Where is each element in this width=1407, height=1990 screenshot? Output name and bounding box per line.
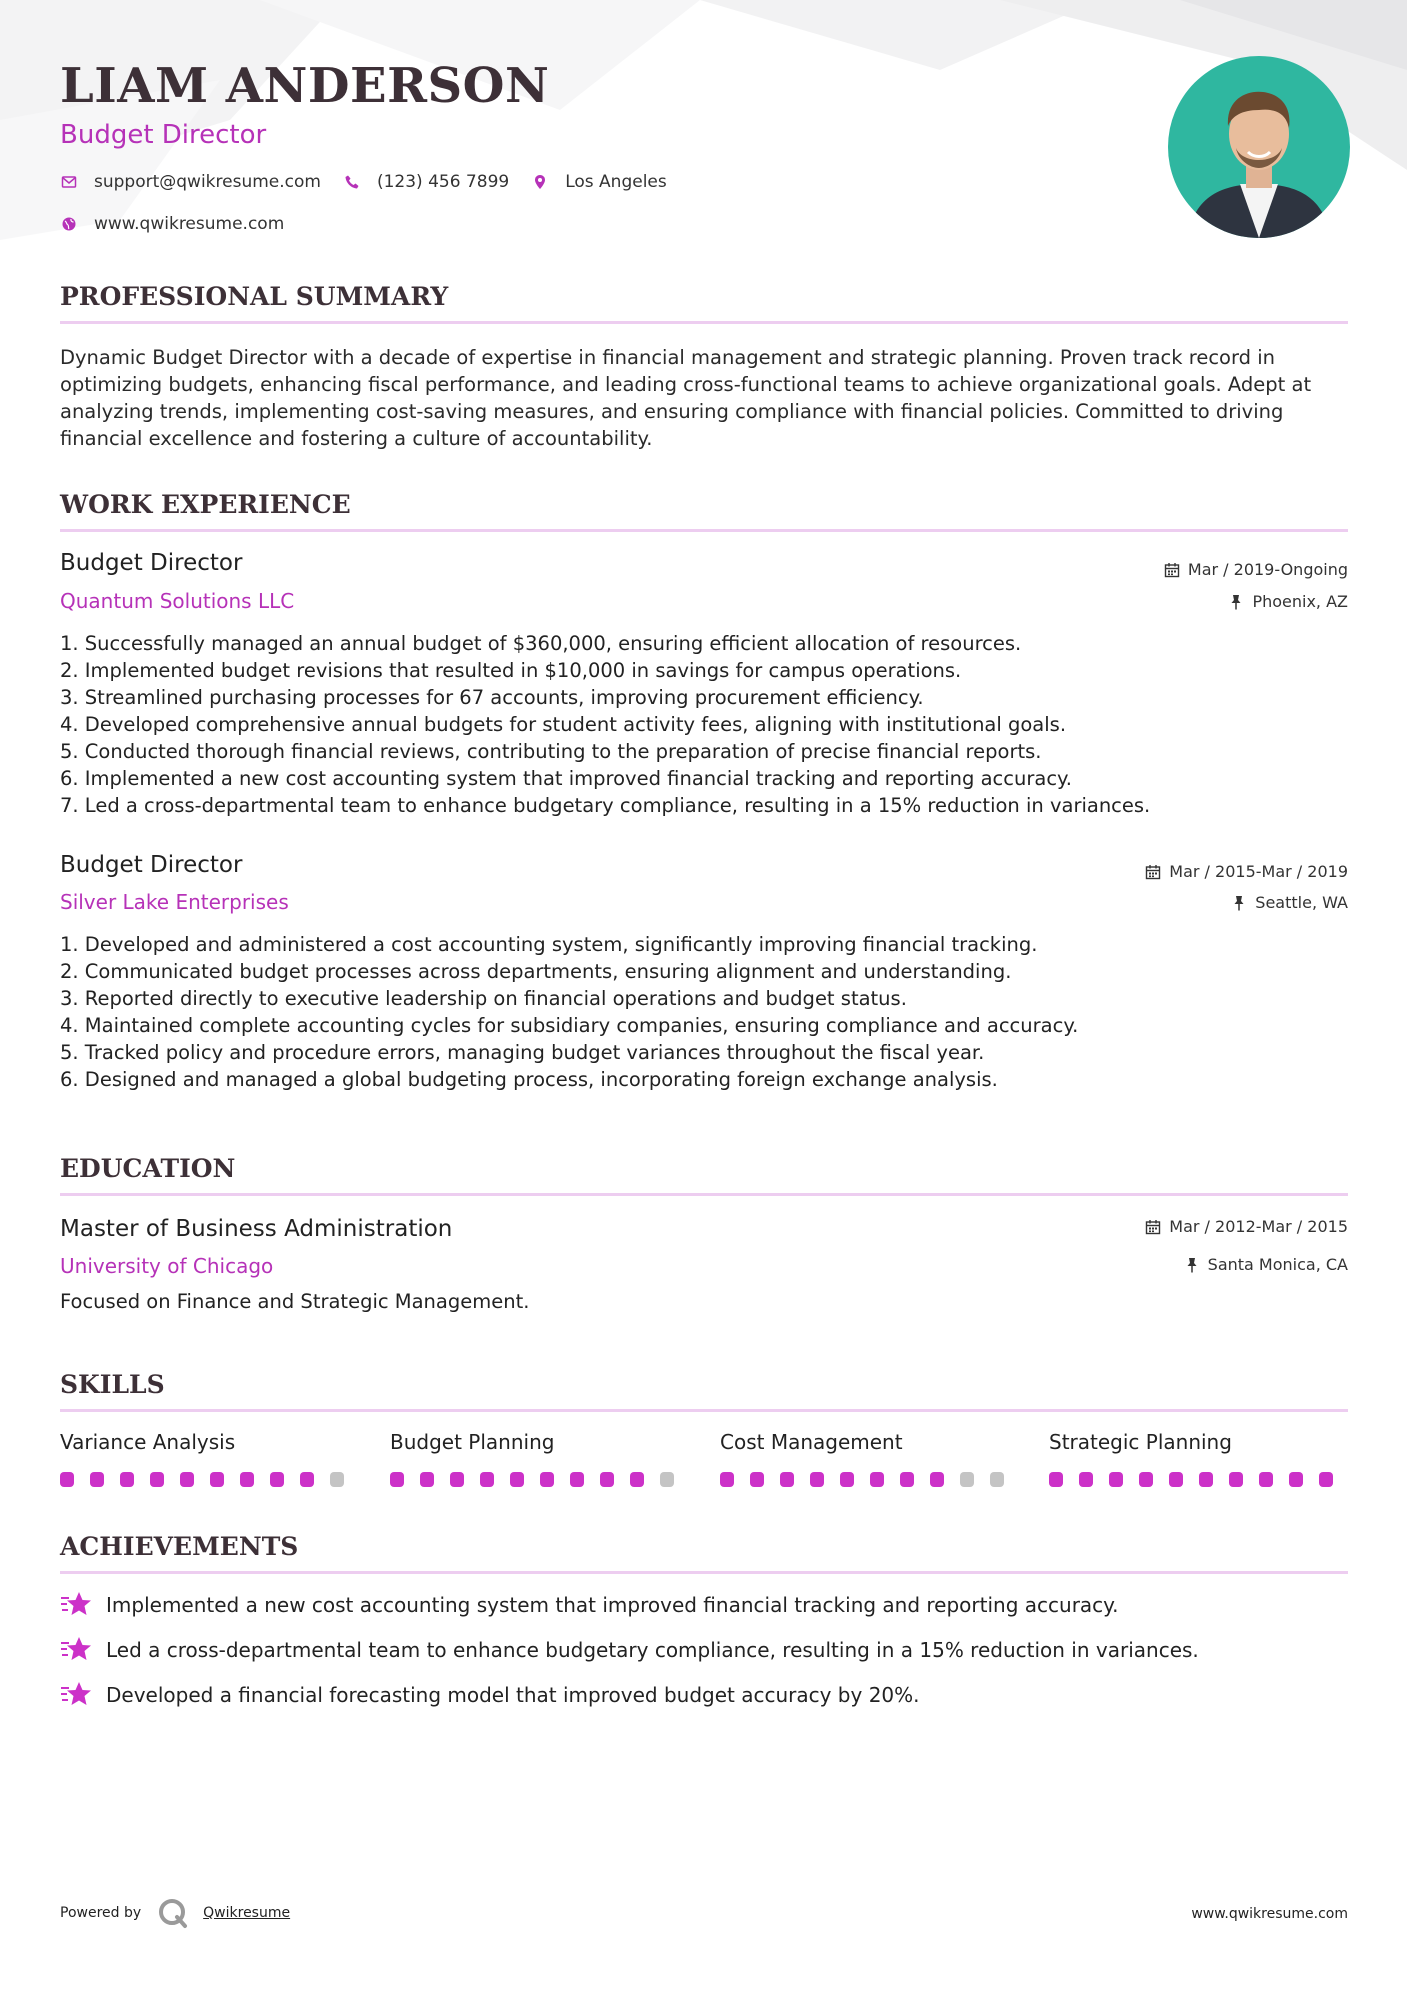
skill-label: Budget Planning	[390, 1430, 555, 1454]
skill-dot-filled	[1139, 1472, 1153, 1487]
job-dates	[1145, 862, 1348, 881]
education-location-text: Santa Monica, CA	[1207, 1255, 1348, 1274]
job-bullet: 4. Maintained complete accounting cycles for subsidiary companies, ensuring compliance and accuracy.	[60, 1014, 1079, 1037]
skill-dot-filled	[870, 1472, 884, 1487]
job-bullet: 6. Implemented a new cost accounting system that improved financial tracking and reporting accuracy.	[60, 767, 1073, 790]
job-bullets	[60, 630, 1348, 819]
footer-website[interactable]: www.qwikresume.com	[1191, 1906, 1348, 1922]
job-dates	[1164, 560, 1348, 579]
skill-dot-empty	[960, 1472, 974, 1487]
achievements-heading: ACHIEVEMENTS	[60, 1532, 1348, 1574]
globe-icon	[60, 215, 78, 233]
skill-dot-filled	[450, 1472, 464, 1487]
job-location-text: Seattle, WA	[1255, 893, 1348, 912]
job-bullet: 3. Streamlined purchasing processes for 67 accounts, improving procurement efficiency.	[60, 686, 924, 709]
job-bullet: 3. Reported directly to executive leadership on financial operations and budget status.	[60, 987, 907, 1010]
job-bullet: 5. Conducted thorough financial reviews, contributing to the preparation of precise financial reports.	[60, 740, 1042, 763]
education-degree: Master of Business Administration	[60, 1216, 453, 1242]
skills-heading: SKILLS	[60, 1370, 1348, 1412]
skill-dot-filled	[420, 1472, 434, 1487]
powered-by-text: Powered by	[60, 1905, 142, 1921]
skill-dot-filled	[1289, 1472, 1303, 1487]
skill-dot-filled	[1319, 1472, 1333, 1487]
job-title: Budget Director	[60, 852, 243, 878]
job-bullet: 1. Successfully managed an annual budget of $360,000, ensuring efficient allocation of resources.	[60, 632, 1022, 655]
skill-dot-filled	[1109, 1472, 1123, 1487]
location-text: Los Angeles	[565, 172, 667, 192]
skill-dot-filled	[1169, 1472, 1183, 1487]
skill-dot-filled	[540, 1472, 554, 1487]
skill-rating	[60, 1472, 360, 1487]
star-icon	[60, 1590, 92, 1620]
skill-dot-filled	[1199, 1472, 1213, 1487]
profile-photo	[1168, 56, 1350, 238]
skill-rating	[1049, 1472, 1349, 1487]
skill-item	[720, 1430, 1020, 1487]
job-bullets	[60, 931, 1348, 1093]
job-bullet: 4. Developed comprehensive annual budgets for student activity fees, aligning with institutional goals.	[60, 713, 1067, 736]
skill-item	[60, 1430, 360, 1487]
achievement-text: Developed a financial forecasting model that improved budget accuracy by 20%.	[106, 1683, 920, 1707]
contact-website[interactable]	[60, 214, 284, 234]
envelope-icon	[60, 173, 78, 191]
skill-label: Strategic Planning	[1049, 1430, 1232, 1454]
job-location	[1231, 893, 1348, 912]
skill-dot-filled	[840, 1472, 854, 1487]
skill-dot-filled	[90, 1472, 104, 1487]
phone-icon	[343, 173, 361, 191]
resume-page	[60, 0, 1348, 1990]
calendar-icon	[1145, 864, 1161, 880]
skill-item	[390, 1430, 690, 1487]
phone-text: (123) 456 7899	[376, 172, 510, 192]
skill-dot-filled	[150, 1472, 164, 1487]
education-school: University of Chicago	[60, 1254, 274, 1278]
job-bullet: 1. Developed and administered a cost accounting system, significantly improving financial tracking.	[60, 933, 1038, 956]
skill-dot-filled	[630, 1472, 644, 1487]
achievement-text: Led a cross-departmental team to enhance budgetary compliance, resulting in a 15% reduction in variances.	[106, 1638, 1199, 1662]
candidate-name: LIAM ANDERSON	[60, 58, 550, 114]
job-bullet: 2. Communicated budget processes across departments, ensuring alignment and understanding.	[60, 960, 1012, 983]
star-icon	[60, 1635, 92, 1665]
skill-label: Cost Management	[720, 1430, 903, 1454]
contact-email[interactable]	[60, 172, 321, 192]
skill-dot-filled	[930, 1472, 944, 1487]
job-bullet: 6. Designed and managed a global budgeting process, incorporating foreign exchange analysis.	[60, 1068, 998, 1091]
job-bullet: 7. Led a cross-departmental team to enhance budgetary compliance, resulting in a 15% reduction in variances.	[60, 794, 1151, 817]
achievement-text: Implemented a new cost accounting system that improved financial tracking and reporting accuracy.	[106, 1593, 1119, 1617]
skill-dot-filled	[570, 1472, 584, 1487]
summary-text: Dynamic Budget Director with a decade of expertise in financial management and strategic planning. Proven track record in optimizing budgets, enhancing fiscal performance, and leading cross-functional teams to achieve organizational goals. Adept at analyzing trends, implementing cost-saving measures, and ensuring compliance with financial policies. Committed to driving financial excellence and fostering a culture of accountability.	[60, 346, 1312, 450]
skill-dot-filled	[510, 1472, 524, 1487]
skill-dot-filled	[720, 1472, 734, 1487]
skill-dot-filled	[390, 1472, 404, 1487]
contact-row-website	[60, 214, 306, 234]
achievement-item	[60, 1590, 1119, 1620]
experience-heading: WORK EXPERIENCE	[60, 490, 1348, 532]
skill-dot-filled	[60, 1472, 74, 1487]
job-bullet: 5. Tracked policy and procedure errors, managing budget variances throughout the fiscal year.	[60, 1041, 985, 1064]
skill-dot-filled	[180, 1472, 194, 1487]
pushpin-icon	[1184, 1257, 1200, 1273]
skill-dot-empty	[990, 1472, 1004, 1487]
contact-row	[60, 172, 689, 192]
skill-dot-empty	[330, 1472, 344, 1487]
skill-dot-empty	[660, 1472, 674, 1487]
skill-dot-filled	[810, 1472, 824, 1487]
calendar-icon	[1164, 562, 1180, 578]
achievement-item	[60, 1635, 1199, 1665]
skill-dot-filled	[1079, 1472, 1093, 1487]
skill-dot-filled	[270, 1472, 284, 1487]
summary-heading: PROFESSIONAL SUMMARY	[60, 282, 1348, 324]
pushpin-icon	[1228, 594, 1244, 610]
candidate-title: Budget Director	[60, 120, 267, 150]
skill-dot-filled	[240, 1472, 254, 1487]
skill-rating	[390, 1472, 690, 1487]
footer-powered-by	[60, 1897, 290, 1929]
job-dates-text: Mar / 2019-Ongoing	[1187, 560, 1348, 579]
education-dates-text: Mar / 2012-Mar / 2015	[1169, 1217, 1348, 1236]
education-dates	[1145, 1217, 1348, 1236]
skill-rating	[720, 1472, 1020, 1487]
skill-dot-filled	[1049, 1472, 1063, 1487]
contact-location	[531, 172, 667, 192]
job-company: Quantum Solutions LLC	[60, 589, 295, 613]
job-bullet: 2. Implemented budget revisions that resulted in $10,000 in savings for campus operations.	[60, 659, 962, 682]
skill-dot-filled	[120, 1472, 134, 1487]
skill-dot-filled	[1259, 1472, 1273, 1487]
contact-phone[interactable]	[343, 172, 509, 192]
skill-dot-filled	[1229, 1472, 1243, 1487]
achievement-item	[60, 1680, 920, 1710]
map-pin-icon	[531, 173, 549, 191]
email-text: support@qwikresume.com	[94, 172, 321, 192]
job-dates-text: Mar / 2015-Mar / 2019	[1169, 862, 1348, 881]
skill-dot-filled	[780, 1472, 794, 1487]
skill-label: Variance Analysis	[60, 1430, 236, 1454]
skill-dot-filled	[300, 1472, 314, 1487]
skill-item	[1049, 1430, 1349, 1487]
job-location-text: Phoenix, AZ	[1252, 592, 1348, 611]
skill-dot-filled	[900, 1472, 914, 1487]
education-location	[1184, 1255, 1348, 1274]
job-location	[1228, 592, 1348, 611]
education-description: Focused on Finance and Strategic Management.	[60, 1290, 530, 1313]
star-icon	[60, 1680, 92, 1710]
skill-dot-filled	[210, 1472, 224, 1487]
qwikresume-link[interactable]: Qwikresume	[203, 1905, 291, 1921]
job-title: Budget Director	[60, 550, 243, 576]
skill-dot-filled	[600, 1472, 614, 1487]
skill-dot-filled	[750, 1472, 764, 1487]
website-text: www.qwikresume.com	[94, 214, 285, 234]
pushpin-icon	[1231, 895, 1247, 911]
job-company: Silver Lake Enterprises	[60, 890, 289, 914]
education-heading: EDUCATION	[60, 1154, 1348, 1196]
qwikresume-logo-icon	[157, 1897, 189, 1929]
skill-dot-filled	[480, 1472, 494, 1487]
calendar-icon	[1145, 1219, 1161, 1235]
